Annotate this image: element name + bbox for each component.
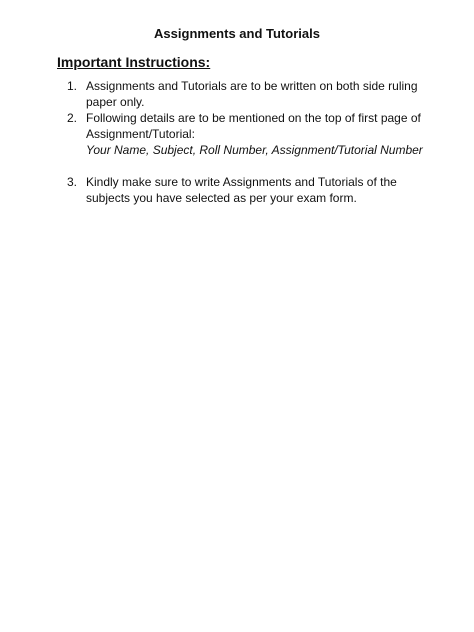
item-number: 3. — [67, 175, 78, 189]
item-text — [86, 110, 427, 158]
item-line: Following details are to be mentioned on the top of first page of — [86, 111, 421, 125]
list-item — [67, 174, 427, 206]
item-number: 1. — [67, 79, 78, 93]
list-item — [67, 110, 427, 158]
item-number: 2. — [67, 111, 78, 125]
item-line: Assignments and Tutorials are to be written on both side ruling — [86, 79, 418, 93]
item-line: Assignment/Tutorial: — [86, 127, 195, 141]
item-text — [86, 78, 427, 110]
document-title: Assignments and Tutorials — [154, 26, 320, 41]
item-line: paper only. — [86, 95, 145, 109]
instructions-heading: Important Instructions: — [57, 54, 211, 70]
item-text — [86, 174, 427, 206]
item-line: subjects you have selected as per your exam form. — [86, 191, 357, 205]
item-line: Kindly make sure to write Assignments and Tutorials of the — [86, 175, 397, 189]
details-list-italic: Your Name, Subject, Roll Number, Assignment/Tutorial Number — [86, 143, 423, 157]
instructions-list — [67, 78, 427, 206]
list-item — [67, 78, 427, 110]
